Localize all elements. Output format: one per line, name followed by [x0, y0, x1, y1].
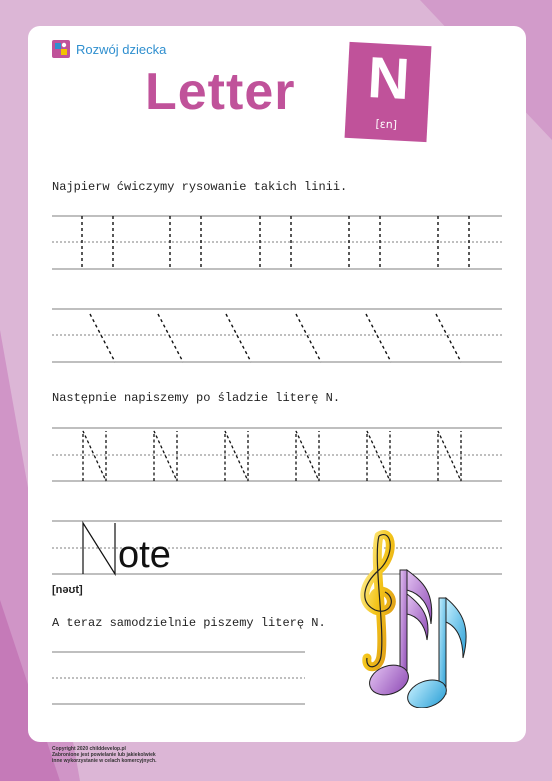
word-phonetic: [nəʊt] [52, 584, 83, 596]
lines-instruction: Najpierw ćwiczymy rysowanie takich linii. [52, 180, 348, 194]
word-first-letter-trace [83, 523, 115, 574]
footer-line-1: Copyright 2020 childdevelop.pl [52, 746, 126, 752]
letter-card-phonetic: [ɛn] [375, 117, 398, 132]
free-instruction: A teraz samodzielnie piszemy literę N. [52, 616, 326, 630]
page-title: Letter [145, 63, 296, 121]
word-rest: ote [118, 534, 171, 576]
brand-name: Rozwój dziecka [76, 41, 167, 57]
trace-instruction: Następnie napiszemy po śladzie literę N. [52, 391, 341, 405]
footer-copyright [52, 746, 157, 764]
footer-line-3: inne wykorzystanie w celach komercyjnych. [52, 758, 157, 764]
diagonal-trace-lines [90, 314, 461, 362]
footer-line-2: Zabronione jest powielanie lub jakiekolwiek [52, 752, 156, 758]
music-notes-icon [345, 528, 475, 708]
vertical-trace-lines [82, 216, 469, 269]
letter-card-letter: N [366, 44, 412, 113]
letter-n-trace-row [83, 431, 461, 481]
